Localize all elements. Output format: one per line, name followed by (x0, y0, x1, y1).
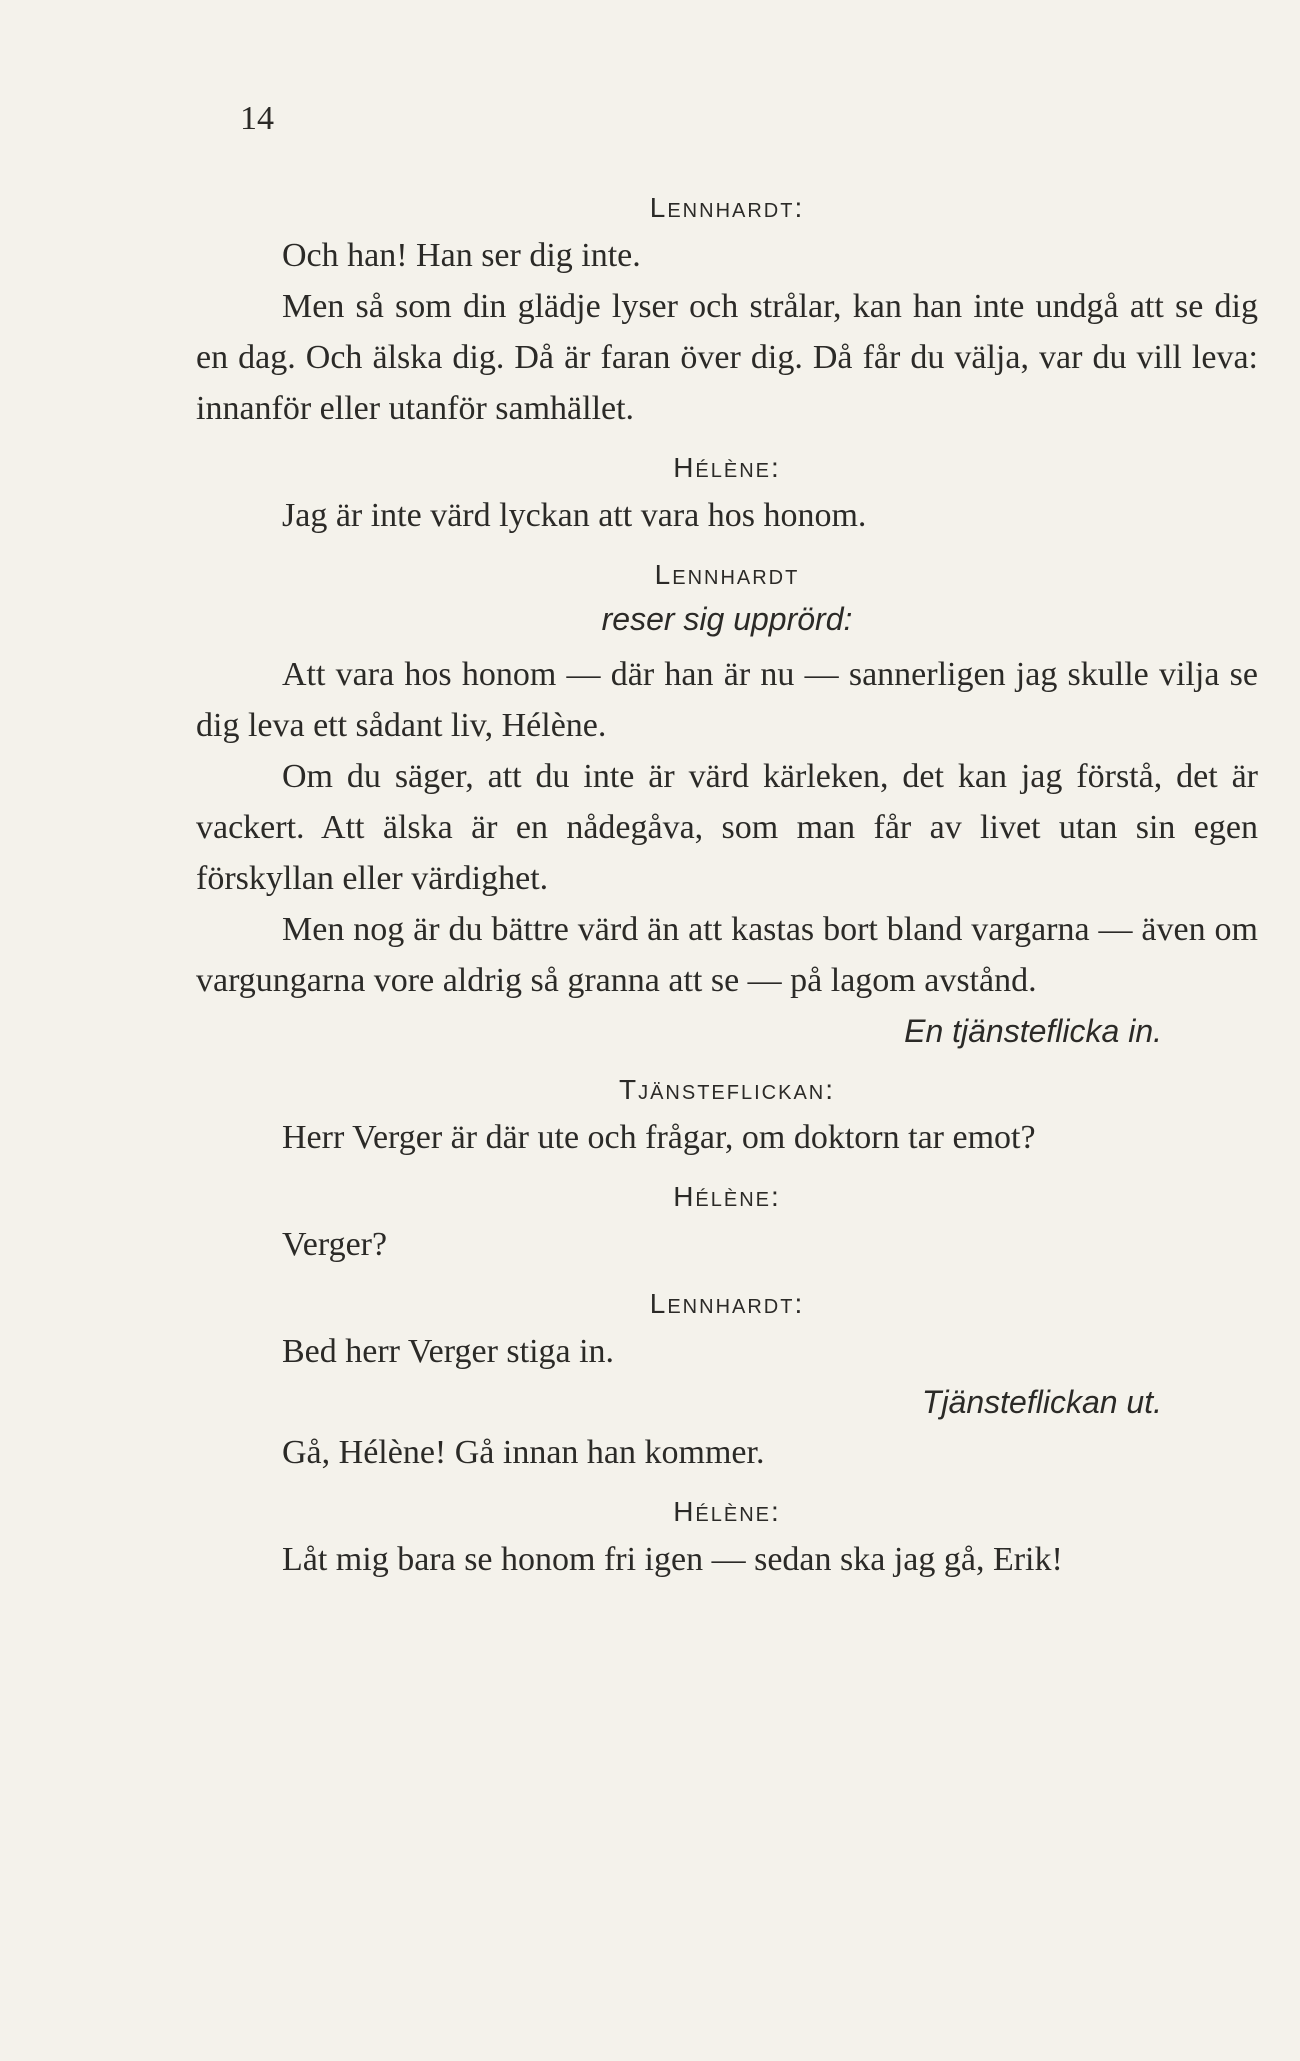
page-number: 14 (240, 100, 274, 137)
dialogue-paragraph: Herr Verger är där ute och frågar, om doktorn tar emot? (282, 1119, 1036, 1156)
speaker-name: Hélène: (673, 452, 781, 483)
play-text (196, 186, 1258, 1585)
dialogue-paragraph: Men så som din glädje lyser och strålar, kan han inte undgå att se dig en dag. Och älska dig. Då är faran över dig. Då får du välja, var du vill leva: innanför eller utanför samhället. (196, 288, 1258, 427)
dialogue-paragraph: Verger? (282, 1226, 388, 1263)
speaker-name: Hélène: (673, 1181, 781, 1212)
speaker-name: Lennhardt: (649, 192, 805, 223)
dialogue-paragraph: Jag är inte värd lyckan att vara hos honom. (282, 497, 867, 534)
speaker-name: Lennhardt (654, 559, 800, 590)
dialogue-paragraph: Men nog är du bättre värd än att kastas bort bland vargarna — även om vargungarna vore aldrig så granna att se — på lagom avstånd. (196, 911, 1258, 999)
speaker-name: Tjänsteflickan: (618, 1074, 836, 1105)
dialogue-paragraph: Och han! Han ser dig inte. (282, 237, 641, 274)
dialogue-paragraph: Att vara hos honom — där han är nu — sannerligen jag skulle vilja se dig leva ett sådant liv, Hélène. (196, 656, 1258, 744)
speaker-name: Lennhardt: (649, 1288, 805, 1319)
stage-direction: En tjänsteflicka in. (904, 1013, 1162, 1049)
stage-direction: Tjänsteflickan ut. (921, 1384, 1162, 1420)
dialogue-paragraph: Låt mig bara se honom fri igen — sedan ska jag gå, Erik! (282, 1541, 1063, 1578)
dialogue-paragraph: Gå, Hélène! Gå innan han kommer. (282, 1434, 765, 1471)
dialogue-paragraph: Om du säger, att du inte är värd kärleken, det kan jag förstå, det är vackert. Att älska är en nådegåva, som man får av livet utan sin egen förskyllan eller värdighet. (196, 758, 1258, 897)
speaker-name: Hélène: (673, 1496, 781, 1527)
dialogue-paragraph: Bed herr Verger stiga in. (282, 1333, 615, 1370)
stage-direction: reser sig upprörd: (601, 601, 853, 637)
